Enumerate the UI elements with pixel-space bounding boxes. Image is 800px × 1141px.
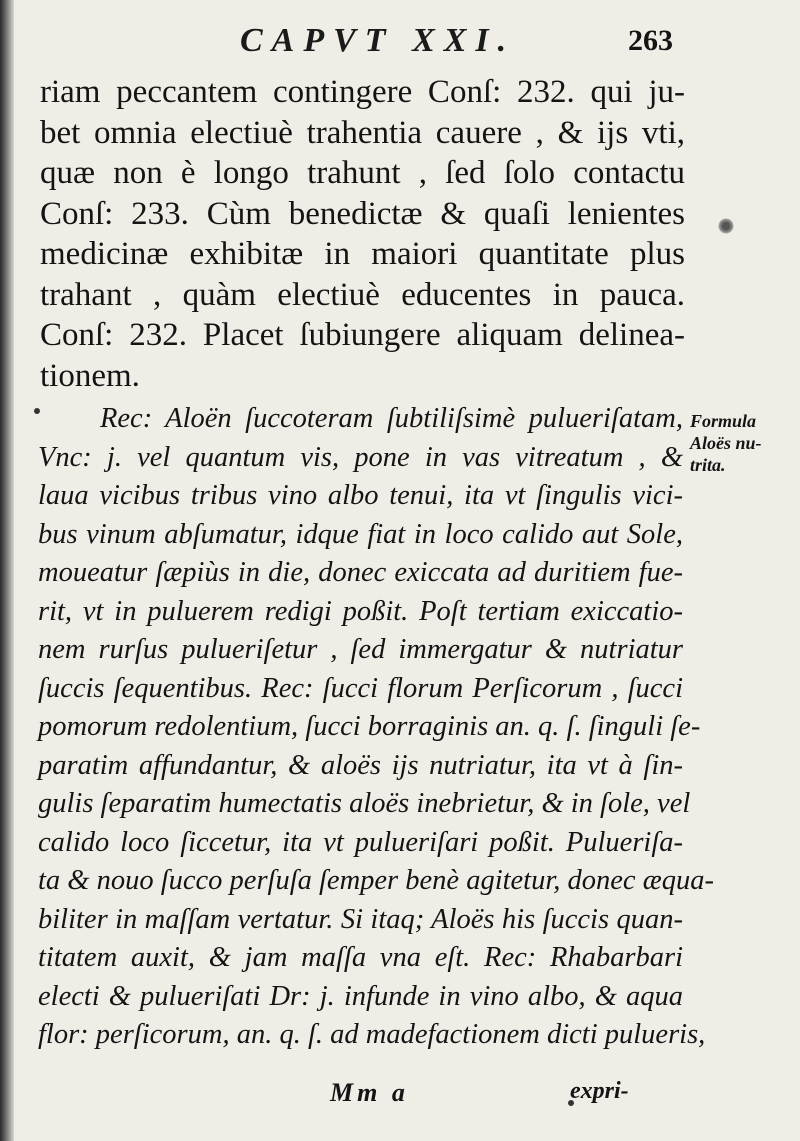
page-header (240, 22, 680, 72)
text-line: Conſ: 232. Placet ſubiungere aliquam delinea- (40, 317, 685, 353)
italic-line: Rec: Aloën ſuccoteram ſubtiliſsimè pulueriſatam, (100, 403, 683, 434)
page-number: 263 (628, 24, 673, 57)
signature-mark: Mm a (330, 1078, 409, 1107)
italic-line: Vnc: j. vel quantum vis, pone in vas vitreatum , & (38, 441, 683, 473)
italic-line: ſuccis ſequentibus. Rec: ſucci florum Perſicorum , ſucci (38, 672, 683, 704)
running-head: CAPVT XXI. (240, 22, 516, 59)
bleed-through-text (130, 40, 136, 66)
text-line: trahant , quàm electiuè educentes in pauca. (40, 276, 685, 313)
italic-line: laua vicibus tribus vino albo tenui, ita vt ſingulis vici- (38, 480, 683, 511)
italic-line: flor: perſicorum, an. q. ſ. ad madefactionem dicti pulueris, (38, 1019, 706, 1050)
text-line: quæ non è longo trahunt , ſed ſolo contactu (40, 155, 685, 191)
catchword: expri- (570, 1078, 629, 1104)
text-line: medicinæ exhibitæ in maiori quantitate plus (40, 236, 685, 272)
text-line: Conſ: 233. Cùm benedictæ & quaſi lenientes (40, 195, 685, 232)
italic-line: gulis ſeparatim humectatis aloës inebrietur, & in ſole, vel (38, 788, 691, 819)
italic-line: nem rurſus pulueriſetur , ſed immergatur & nutriatur (38, 634, 683, 665)
italic-line: ta & nouo ſucco perſuſa ſemper benè agitetur, donec æqua- (38, 865, 714, 896)
page-gutter-shadow (0, 0, 14, 1141)
margin-dot (34, 408, 40, 414)
marginal-note-line: Aloës nu- (690, 433, 762, 453)
italic-line: biliter in maſſam vertatur. Si itaq; Aloës his ſuccis quan- (38, 903, 683, 935)
ink-spot (718, 218, 734, 234)
text-line: tionem. (40, 357, 140, 394)
marginal-note-line: trita. (690, 455, 726, 475)
italic-line: pomorum redolentium, ſucci borraginis an. q. ſ. ſinguli ſe- (38, 711, 701, 742)
italic-line: calido loco ſiccetur, ita vt pulueriſari poßit. Pulueriſa- (38, 826, 683, 858)
roman-paragraph (40, 72, 685, 396)
italic-line: electi & pulueriſati Dr: j. infunde in vino albo, & aqua (38, 980, 683, 1012)
marginal-note-line: Formula (690, 411, 757, 431)
marginal-note (690, 410, 785, 476)
italic-line: bus vinum abſumatur, idque fiat in loco calido aut Sole, (38, 518, 683, 550)
page-footer (330, 1078, 710, 1118)
text-line: riam peccantem contingere Conſ: 232. qui ju- (40, 74, 685, 110)
italic-line: paratim affundantur, & aloës ijs nutriatur, ita vt à ſin- (38, 749, 683, 781)
italic-line: rit, vt in puluerem redigi poßit. Poſt tertiam exiccatio- (38, 595, 683, 627)
italic-line: moueatur ſæpiùs in die, donec exiccata ad duritiem fue- (38, 557, 683, 588)
italic-line: titatem auxit, & jam maſſa vna eſt. Rec: Rhabarbari (38, 942, 683, 973)
text-line: bet omnia electiuè trahentia cauere , & ijs vti, (40, 114, 685, 151)
